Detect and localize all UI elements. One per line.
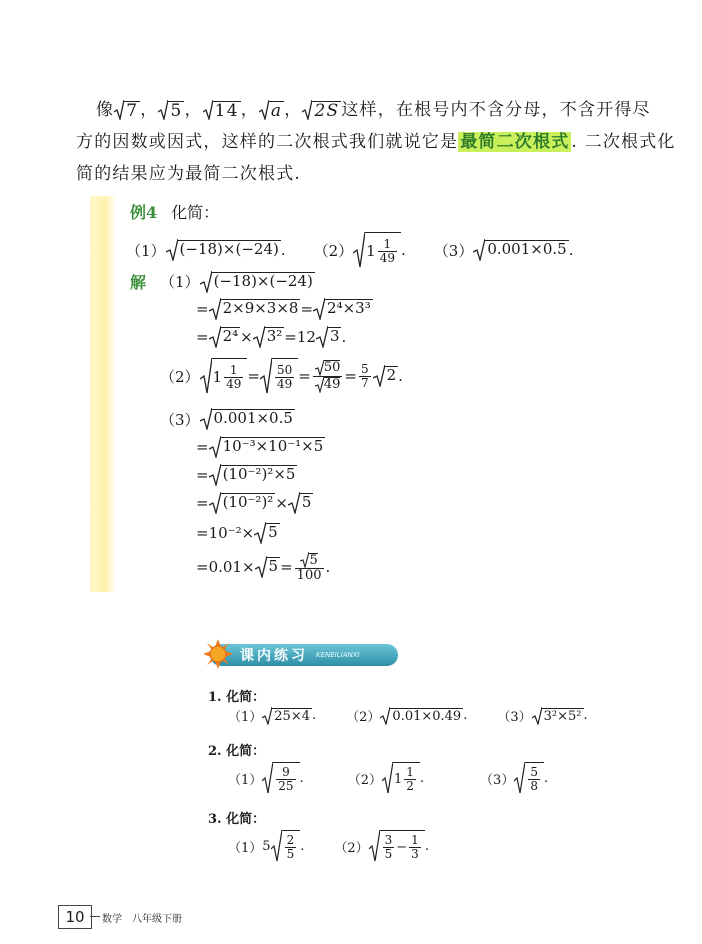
radical: 5 bbox=[288, 492, 314, 514]
solution-3-line-2: = 10⁻³×10⁻¹×5 bbox=[196, 436, 325, 458]
radical: 2S bbox=[302, 100, 341, 120]
solution-2: （2） 1 $\frac{1}{49}$ = $\frac{50}{49}$ = $\frac{50}{49}$ = $\frac{5}{7}$ 2 . bbox=[160, 358, 403, 394]
intro-line-3: 简的结果应为最简二次根式. bbox=[76, 164, 302, 184]
practice-q3-items: （1） 5 $\frac{2}{5}$ . （2） $\frac{3}{5}$ − $\frac{1}{3}$ . bbox=[228, 830, 429, 862]
radical: $\frac{3}{5}$ − $\frac{1}{3}$ bbox=[369, 830, 425, 862]
practice-banner-pinyin: KENEILIANXI bbox=[316, 651, 360, 659]
example-problems: （1） (−18)×(−24) . （2） 1 $\frac{1}{49}$ . （3） 0.001×0.5 . bbox=[126, 232, 573, 268]
practice-q2: 2. 化简： bbox=[208, 744, 266, 759]
example-label: 例4 bbox=[130, 203, 158, 222]
radical: 5 bbox=[254, 522, 280, 544]
page-number: 10 bbox=[58, 905, 92, 929]
book-title: 数学 八年级下册 bbox=[102, 914, 182, 925]
solution-label: 解 bbox=[130, 273, 147, 292]
solution-3-line-5: =10⁻²× 5 bbox=[196, 522, 280, 544]
radical: 2×9×3×8 bbox=[209, 298, 301, 320]
example-heading bbox=[130, 200, 219, 223]
solution-1-line-1: 解 （1） (−18)×(−24) bbox=[130, 271, 313, 292]
radical: 3²×5² bbox=[532, 707, 584, 725]
solution-1-line-3: = 2⁴ × 3² =12 3 . bbox=[196, 326, 346, 348]
radical: 3² bbox=[253, 326, 285, 348]
radical: 1 $\frac{1}{49}$ bbox=[353, 232, 401, 268]
example-band bbox=[90, 196, 116, 592]
intro-line-2: 方的因数或因式，这样的二次根式我们就说它是 最简二次根式 . 二次根式化 bbox=[76, 132, 676, 152]
solution-3-line-1: （3） 0.001×0.5 bbox=[160, 408, 295, 430]
fraction: $\frac{5}{100}$ bbox=[296, 552, 322, 583]
radical: 25×4 bbox=[262, 707, 312, 725]
practice-q1-items: （1） 25×4 . （2） 0.01×0.49 . （3） 3²×5² . bbox=[228, 708, 588, 725]
practice-q3: 3. 化简： bbox=[208, 812, 266, 827]
radical: 3 bbox=[316, 326, 342, 348]
practice-q2-items: （1） $\frac{9}{25}$ . （2） 1 $\frac{1}{2}$ . （3） $\frac{5}{8}$ . bbox=[228, 762, 548, 794]
radical: 0.001×0.5 bbox=[473, 239, 568, 261]
radical: $\frac{50}{49}$ bbox=[260, 358, 298, 394]
radical: 14 bbox=[203, 100, 241, 120]
solution-3-line-3: = (10⁻²)²×5 bbox=[196, 464, 297, 486]
key-term: 最简二次根式 bbox=[460, 132, 570, 152]
intro-paragraph bbox=[76, 94, 676, 190]
radical: $\frac{5}{8}$ bbox=[514, 762, 544, 794]
intro-line-1: 像 7 ， 5 ， 14 ， a ， 2S 这样，在根号内不含分母，不含开得尽 bbox=[96, 100, 651, 121]
practice-q1: 1. 化简： bbox=[208, 690, 266, 705]
radical: $\frac{2}{5}$ bbox=[271, 830, 301, 862]
radical: 1 $\frac{1}{2}$ bbox=[382, 762, 420, 794]
radical: 2⁴×3³ bbox=[313, 298, 373, 320]
solution-3-line-4: = (10⁻²)² × 5 bbox=[196, 492, 313, 514]
radical: 1 $\frac{1}{49}$ bbox=[200, 358, 248, 394]
solution-3-line-6: =0.01× 5 = $\frac{5}{100}$ . bbox=[196, 552, 331, 583]
fraction: $\frac{50}{49}$ bbox=[313, 360, 343, 393]
fraction: $\frac{5}{7}$ bbox=[360, 361, 369, 390]
practice-banner-title: 课内练习 bbox=[240, 648, 308, 664]
sun-icon bbox=[202, 638, 234, 670]
example-title: 化简： bbox=[171, 203, 220, 222]
radical: 10⁻³×10⁻¹×5 bbox=[209, 436, 326, 458]
radical: (10⁻²)²×5 bbox=[209, 464, 298, 486]
radical: (−18)×(−24) bbox=[166, 239, 281, 261]
radical: (10⁻²)² bbox=[209, 492, 276, 514]
radical: 7 bbox=[114, 100, 140, 120]
page-number-rule bbox=[90, 916, 100, 917]
radical: 2⁴ bbox=[209, 326, 241, 348]
radical: 2 bbox=[373, 365, 399, 387]
radical: (−18)×(−24) bbox=[200, 271, 315, 293]
radical: 5 bbox=[255, 556, 281, 578]
radical: 5 bbox=[158, 100, 184, 120]
solution-1-line-2: = 2×9×3×8 = 2⁴×3³ bbox=[196, 298, 373, 320]
radical: 0.01×0.49 bbox=[380, 707, 463, 725]
practice-banner bbox=[210, 644, 398, 666]
radical: $\frac{9}{25}$ bbox=[262, 762, 299, 794]
radical: a bbox=[259, 100, 284, 120]
radical: 0.001×0.5 bbox=[200, 408, 295, 430]
